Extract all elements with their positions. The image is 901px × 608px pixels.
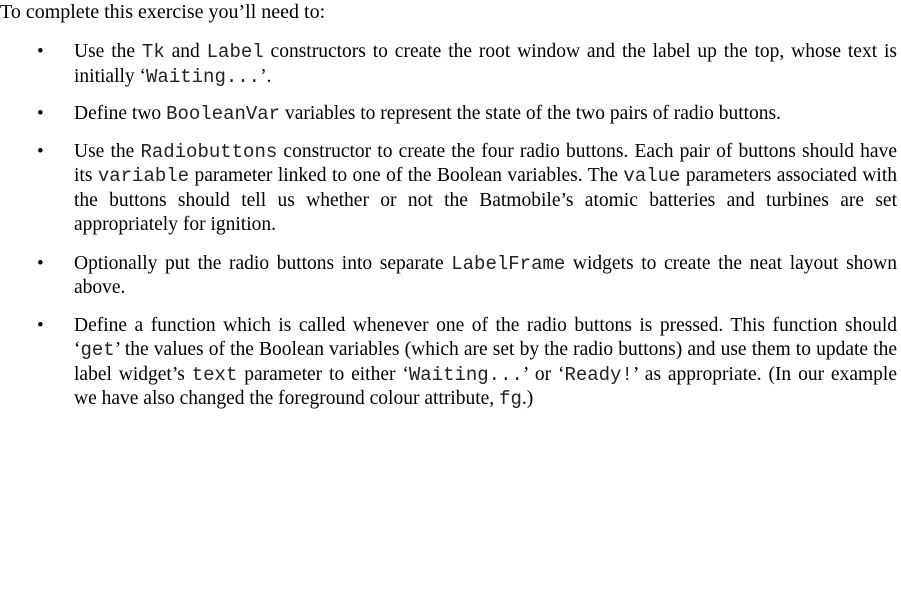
text-run: ’. xyxy=(260,65,272,87)
list-item xyxy=(0,252,901,301)
instruction-list xyxy=(0,40,901,425)
inline-code: Tk xyxy=(141,41,165,63)
bullet-icon: • xyxy=(37,41,44,62)
text-run: parameter to either ‘ xyxy=(237,363,409,385)
text-run: Optionally put the radio buttons into separate xyxy=(74,252,452,274)
text-run: Define a function which is called whenever one of the radio buttons is pressed. This function should ‘ xyxy=(74,314,897,360)
inline-code: text xyxy=(191,363,238,386)
inline-code: BooleanVar xyxy=(166,103,281,125)
inline-code: Radiobuttons xyxy=(140,140,278,163)
inline-code: fg xyxy=(499,388,522,410)
text-run: ’ as appropriate. (In our example we have also changed the foreground colour attribute, xyxy=(74,363,897,409)
list-item-text xyxy=(74,103,781,124)
bullet-icon: • xyxy=(37,103,44,124)
inline-code: Ready! xyxy=(564,363,633,386)
inline-code: variable xyxy=(97,165,190,187)
inline-code: Waiting... xyxy=(408,363,523,386)
list-item-text xyxy=(74,315,897,410)
inline-code: Label xyxy=(206,41,264,63)
text-run: variables to represent the state of the two pairs of radio buttons. xyxy=(280,103,781,124)
text-run: parameter linked to one of the Boolean variables. The xyxy=(189,165,624,186)
list-item-text xyxy=(74,41,897,87)
bullet-icon: • xyxy=(37,252,44,274)
intro-text: To complete this exercise you’ll need to: xyxy=(0,1,326,23)
list-item xyxy=(0,102,901,127)
list-item xyxy=(0,314,901,412)
text-run: parameters associated with the buttons should tell us whether or not the Batmobile’s atomic batteries and turbines are set appropriately for ignition. xyxy=(74,165,897,235)
inline-code: get xyxy=(80,339,115,361)
text-run: widgets to create the neat layout shown above. xyxy=(74,252,897,298)
list-item xyxy=(0,140,901,238)
text-run: ’ or ‘ xyxy=(522,363,565,385)
inline-code: LabelFrame xyxy=(451,252,566,275)
text-run: .) xyxy=(521,388,534,409)
bullet-icon: • xyxy=(37,140,44,162)
inline-code: value xyxy=(623,165,681,187)
list-item-text xyxy=(74,141,897,236)
inline-code: Waiting... xyxy=(146,65,261,88)
text-run: constructor to create the four radio buttons. Each pair of buttons should have its xyxy=(74,140,897,186)
text-run: ’ the values of the Boolean variables (which are set by the radio buttons) and use them to update the label widget’s xyxy=(74,339,897,385)
text-run: Use the xyxy=(74,41,142,62)
bullet-icon: • xyxy=(37,314,44,336)
text-run: Define two xyxy=(74,103,167,124)
text-run: constructors to create the root window and the label up the top, whose text is initially ‘ xyxy=(74,41,898,87)
list-item xyxy=(0,40,901,89)
list-item-text xyxy=(74,253,897,299)
text-run: and xyxy=(164,41,207,62)
text-run: Use the xyxy=(74,140,141,162)
